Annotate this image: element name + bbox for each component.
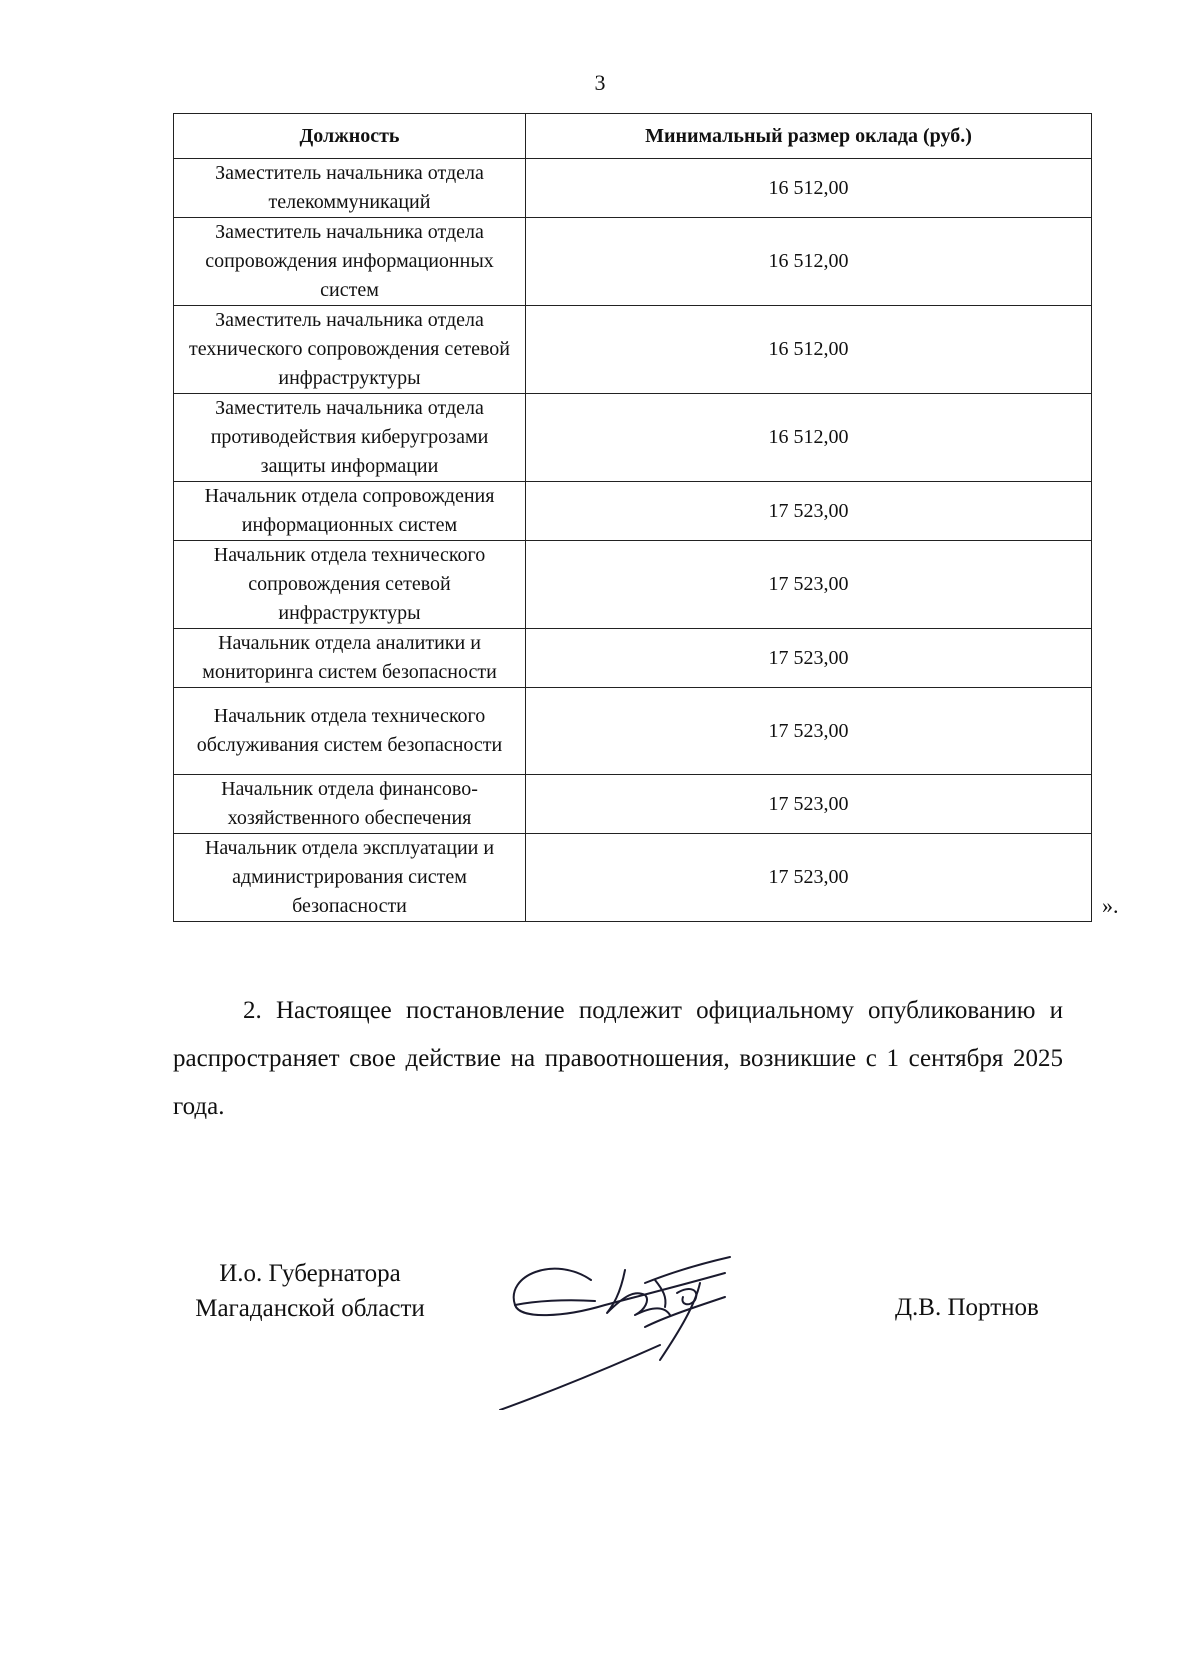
salary-cell: 17 523,00 bbox=[526, 775, 1092, 834]
closing-quote: ». bbox=[1102, 893, 1119, 918]
table-row bbox=[174, 629, 1092, 688]
clause-2-paragraph: 2. Настоящее постановление подлежит официальному опубликованию и распространяет свое действие на правоотношения, возникшие с 1 сентября 2025 года. bbox=[173, 997, 1063, 1120]
salary-cell: 17 523,00 bbox=[526, 834, 1092, 922]
table-row bbox=[174, 834, 1092, 922]
position-cell: Заместитель начальника отдела противодействия киберугрозами защиты информации bbox=[174, 394, 526, 482]
salary-cell: 16 512,00 bbox=[526, 159, 1092, 218]
position-cell: Начальник отдела эксплуатации и администрирования систем безопасности bbox=[174, 834, 526, 922]
salary-cell: 17 523,00 bbox=[526, 482, 1092, 541]
table-row bbox=[174, 394, 1092, 482]
salary-cell: 17 523,00 bbox=[526, 541, 1092, 629]
table-row bbox=[174, 541, 1092, 629]
position-cell: Заместитель начальника отдела технического сопровождения сетевой инфраструктуры bbox=[174, 306, 526, 394]
header-position: Должность bbox=[174, 114, 526, 159]
signer-title-line2: Магаданской области bbox=[195, 1295, 425, 1322]
table-header-row bbox=[174, 114, 1092, 159]
table-row bbox=[174, 688, 1092, 775]
position-cell: Начальник отдела технического обслуживания систем безопасности bbox=[174, 688, 526, 775]
table-row bbox=[174, 218, 1092, 306]
salary-cell: 16 512,00 bbox=[526, 218, 1092, 306]
signer-title bbox=[150, 1256, 470, 1326]
position-cell: Заместитель начальника отдела телекоммуникаций bbox=[174, 159, 526, 218]
salary-cell: 16 512,00 bbox=[526, 306, 1092, 394]
handwritten-signature bbox=[495, 1235, 795, 1410]
salary-cell: 16 512,00 bbox=[526, 394, 1092, 482]
salary-cell: 17 523,00 bbox=[526, 688, 1092, 775]
position-cell: Заместитель начальника отдела сопровождения информационных систем bbox=[174, 218, 526, 306]
position-cell: Начальник отдела финансово-хозяйственного обеспечения bbox=[174, 775, 526, 834]
position-cell: Начальник отдела аналитики и мониторинга систем безопасности bbox=[174, 629, 526, 688]
header-salary: Минимальный размер оклада (руб.) bbox=[526, 114, 1092, 159]
signer-title-line1: И.о. Губернатора bbox=[219, 1260, 401, 1287]
position-cell: Начальник отдела технического сопровождения сетевой инфраструктуры bbox=[174, 541, 526, 629]
table-row bbox=[174, 775, 1092, 834]
salary-table bbox=[173, 113, 1092, 922]
page-number: 3 bbox=[594, 70, 606, 95]
position-cell: Начальник отдела сопровождения информационных систем bbox=[174, 482, 526, 541]
table-row bbox=[174, 159, 1092, 218]
signer-name: Д.В. Портнов bbox=[895, 1294, 1039, 1321]
table-row bbox=[174, 482, 1092, 541]
salary-cell: 17 523,00 bbox=[526, 629, 1092, 688]
table-row bbox=[174, 306, 1092, 394]
